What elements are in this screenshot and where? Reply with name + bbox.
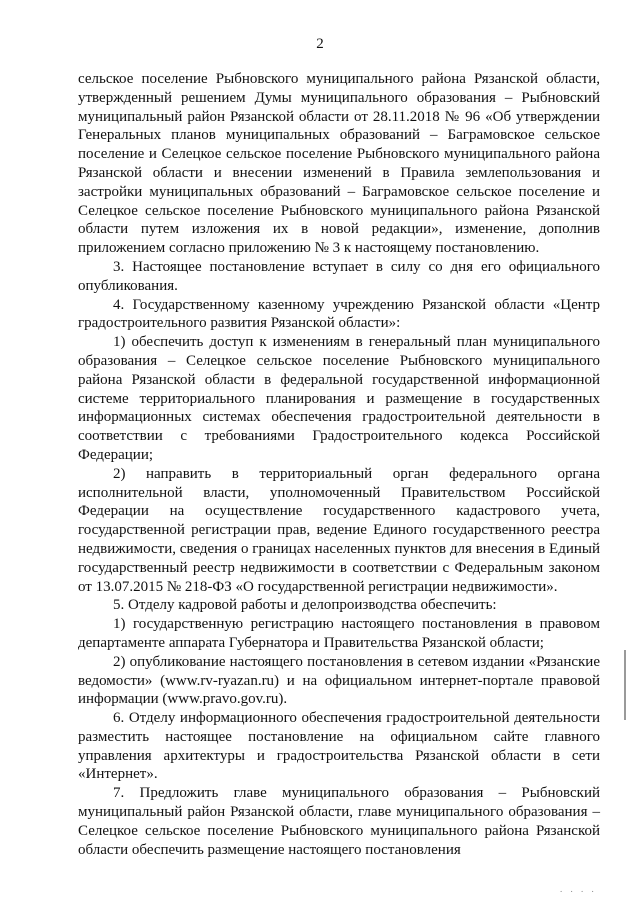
paragraph-item-5-1: 1) государственную регистрацию настоящего постановления в правовом департаменте аппарата Губернатора и Правительства Рязанской области; — [78, 616, 600, 651]
paragraph-item-7: 7. Предложить главе муниципального образования – Рыбновский муниципальный район Рязанской области, главе муниципального образования – Селецкое сельское поселение Рыбновского муниципального района Рязанской области обеспечить размещение настоящего постановления — [78, 785, 600, 858]
paragraph-continuation: сельское поселение Рыбновского муниципального района Рязанской области, утвержденный решением Думы муниципального образования – Рыбновский муниципальный район Рязанской области от 28.11.2018 № 96 «Об утверждении Генеральных планов муниципальных образований – Баграмовское сельское поселение и Селецкое сельское поселение Рыбновского муниципального района Рязанской области и внесении изменений в Правила землепользования и застройки муниципальных образований – Баграмовское сельское поселение и Селецкое сельское поселение Рыбновского муниципального района Рязанской области путем изложения их в новой редакции», изменение, дополнив приложением согласно приложению № 3 к настоящему постановлению. — [78, 71, 600, 257]
paragraph-item-3: 3. Настоящее постановление вступает в силу со дня его официального опубликования. — [78, 258, 600, 294]
paragraph-item-5-2: 2) опубликование настоящего постановления в сетевом издании «Рязанские ведомости» (www.rv-ryazan.ru) и на официальном интернет-портале правовой информации (www.pravo.gov.ru). — [78, 653, 600, 708]
paragraph-item-4-1: 1) обеспечить доступ к изменениям в генеральный план муниципального образования – Селецкое сельское поселение Рыбновского муниципального района Рязанской области в федеральной государственной информационной системе территориального планирования и размещение в государственных информационных системах обеспечения градостроительной деятельности в соответствии с требованиями Градостроительного кодекса Российской Федерации; — [78, 334, 600, 463]
page-number: 2 — [316, 36, 324, 52]
paragraph-item-4-2: 2) направить в территориальный орган федерального органа исполнительной власти, уполномоченный Правительством Российской Федерации на осуществление государственного кадастрового учета, государственной регистрации прав, ведение Единого государственного реестра недвижимости, сведения о границах населенных пунктов для внесения в Единый государственный реестр недвижимости в соответствии с Федеральным законом от 13.07.2015 № 218-ФЗ «О государственной регистрации недвижимости». — [78, 465, 600, 595]
scan-artifact-dots: . . . . — [560, 884, 597, 894]
paragraph-item-6: 6. Отделу информационного обеспечения градостроительной деятельности разместить настоящее постановление на официальном сайте главного управления архитектуры и градостроительства Рязанской области в сети «Интернет». — [78, 710, 600, 783]
paragraph-item-5: 5. Отделу кадровой работы и делопроизводства обеспечить: — [113, 597, 497, 614]
scan-margin-mark — [624, 650, 626, 720]
document-body — [78, 70, 600, 859]
paragraph-item-4: 4. Государственному казенному учреждению Рязанской области «Центр градостроительного развития Рязанской области»: — [78, 296, 600, 332]
